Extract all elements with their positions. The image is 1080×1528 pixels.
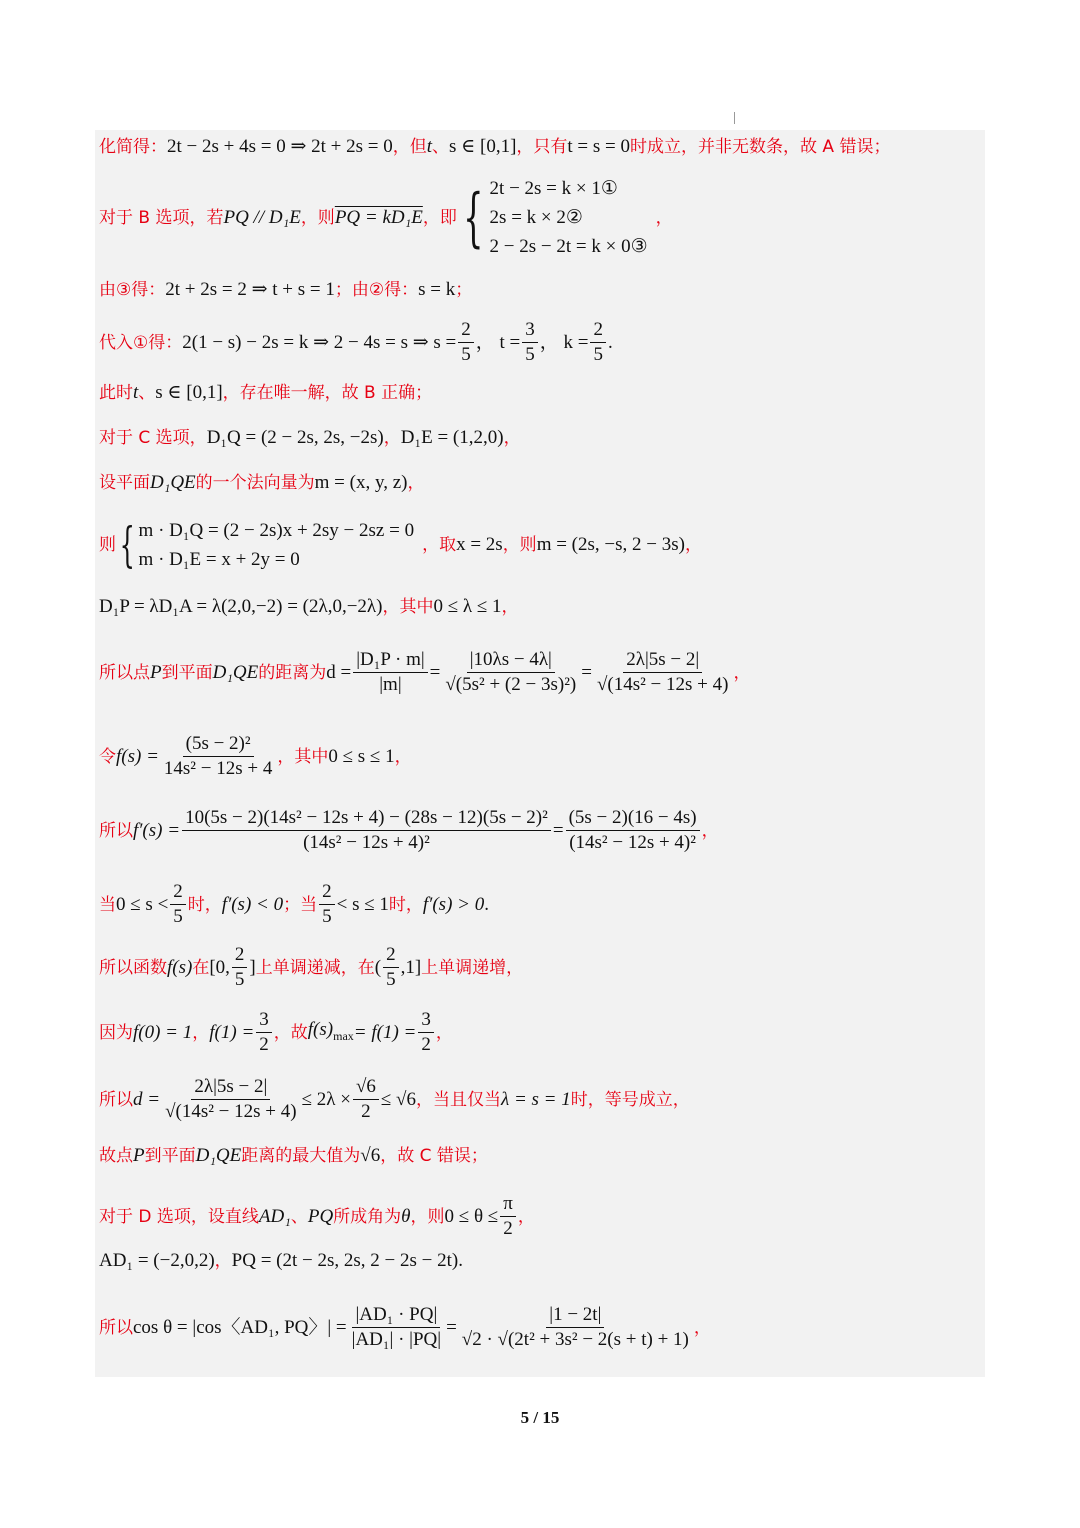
formula: f′(s) > 0: [422, 893, 485, 915]
formula: D₁QE: [212, 661, 259, 683]
equation: 2t − 2s = k × 1①: [489, 178, 618, 199]
fraction: $\frac{|1 - 2t|}{\text{√2 · √(2t² + 3s² − 2(s + t) + 1)}}$: [461, 1304, 689, 1350]
text: ，: [684, 535, 702, 555]
text: 距离的最大值为: [241, 1146, 361, 1166]
page-number: 5 / 15: [520, 1408, 560, 1427]
text: 当: [99, 894, 116, 915]
line-substitute: [99, 318, 613, 367]
formula: f(s): [167, 956, 193, 978]
text: ，取: [422, 535, 457, 555]
header-mark: [734, 112, 735, 124]
text: 所以: [99, 820, 133, 841]
text: 时成立，并非无数条，故 A 错误；: [630, 137, 891, 157]
formula: = f(1) =: [353, 1021, 417, 1043]
formula: s ∈ [0,1]: [449, 136, 517, 157]
text: 、: [432, 137, 450, 157]
text: ，: [394, 746, 412, 767]
text: 由③得：: [99, 280, 166, 300]
line-sign-analysis: [99, 880, 489, 929]
equation: m · D₁Q = (2 − 2s)x + 2sy − 2sz = 0: [138, 520, 415, 541]
line-normal-vector: [99, 470, 425, 496]
formula: t: [133, 382, 139, 403]
fraction: $\frac{3}{2}$: [418, 1008, 434, 1057]
fraction: $\frac{2}{5}$: [590, 318, 606, 367]
fraction: $\frac{3}{2}$: [256, 1008, 272, 1057]
text: 的一个法向量为: [195, 473, 315, 493]
fraction: $\frac{|10\lambda s - 4\lambda|}{\text{√(5s² + (2 − 3s)²)}}$: [445, 649, 577, 695]
text: 设平面: [99, 473, 150, 493]
text: ，: [383, 428, 401, 448]
formula: PQ = (2t − 2s, 2s, 2 − 2s − 2t): [231, 1250, 459, 1271]
formula: f(s): [307, 1018, 334, 1040]
text: ，: [435, 1022, 453, 1043]
fraction: $\frac{\pi}{2}$: [500, 1192, 516, 1241]
text: ，: [517, 1206, 535, 1227]
line-derivative: 所以 f′(s) = $\frac{\text{10(5s − 2)(14s² − 12s + 4) − (28s − 12)(5s − 2)²}}{\text{(14s² − 12s + 4)²}}$ = $\frac{(5s - 2)(16 - 4s)}{\text{(14s² − 12s + 4)²}}$ ，: [99, 807, 719, 853]
formula: PQ: [307, 1205, 334, 1227]
text: 代入①得：: [99, 332, 183, 353]
formula: f(s) =: [116, 745, 159, 767]
formula: ]: [249, 956, 256, 978]
formula: cos θ = |cos〈AD₁, PQ〉| =: [133, 1316, 347, 1338]
text: 对于 D 选项，设直线: [99, 1206, 259, 1227]
line-cosine: [99, 1303, 711, 1352]
text: 、: [138, 383, 156, 403]
text: ，: [655, 207, 673, 228]
formula: ≤ 2λ ×: [301, 1088, 351, 1110]
text: ；当: [283, 894, 318, 915]
formula: =: [446, 1316, 457, 1338]
fraction: $\frac{2}{5}$: [319, 880, 335, 929]
formula: f(1) =: [209, 1021, 255, 1043]
fraction: $\frac{3}{5}$: [522, 318, 538, 367]
formula: P: [150, 661, 162, 683]
formula: θ: [401, 1205, 411, 1227]
formula: d =: [133, 1088, 161, 1110]
line-vectors-d: [99, 1248, 463, 1274]
text: 时，: [388, 894, 423, 915]
text: 对于 C 选项，: [99, 428, 207, 448]
formula: D₁Q = (2 − 2s, 2s, −2s): [206, 427, 384, 448]
formula: f′(s) =: [133, 819, 181, 841]
text: 时，: [187, 894, 222, 915]
text: 令: [99, 746, 116, 767]
text: 在: [192, 957, 210, 978]
text: ，即: [422, 207, 457, 228]
text: 所以: [99, 1317, 133, 1338]
text: ，只有: [516, 137, 568, 157]
line-normal-system: [99, 516, 702, 574]
text: ，: [214, 1251, 232, 1271]
fraction: $\frac{2}{5}$: [383, 943, 399, 992]
formula: D₁P = λD₁A = λ(2,0,−2) = (2λ,0,−2λ): [99, 596, 383, 617]
text: 化简得：: [99, 137, 167, 157]
formula: 2t + 2s = 2 ⇒ t + s = 1: [165, 279, 335, 300]
formula: ,1]: [400, 956, 422, 978]
text: ，: [192, 1022, 210, 1043]
formula: .: [607, 331, 613, 353]
fraction: $\frac{√6}{2}$: [353, 1075, 379, 1124]
formula: [0,: [209, 956, 230, 978]
line-d1p: [99, 594, 519, 620]
text: 上单调递减，在: [255, 957, 375, 978]
formula: 2t − 2s + 4s = 0 ⇒ 2t + 2s = 0: [167, 136, 393, 157]
formula: 0 ≤ θ ≤: [444, 1205, 499, 1227]
text: 、: [290, 1206, 308, 1227]
formula: 2(1 − s) − 2s = k ⇒ 2 − 4s = s ⇒ s =: [182, 331, 457, 353]
text: 时，等号成立，: [570, 1089, 690, 1110]
fraction: $\frac{(5s - 2)(16 - 4s)}{\text{(14s² − 12s + 4)²}}$: [566, 806, 700, 855]
text: 因为: [99, 1022, 133, 1043]
left-brace: {: [119, 517, 135, 573]
text: ，其中: [277, 746, 329, 767]
formula: 0 ≤ s <: [116, 893, 169, 915]
formula: m = (2s, −s, 2 − 3s): [536, 534, 685, 555]
line-option-c: [99, 425, 521, 451]
formula: 0 ≤ λ ≤ 1: [433, 596, 502, 617]
formula: < s ≤ 1: [336, 893, 389, 915]
text: ；: [455, 280, 473, 300]
fraction: $\frac{\text{|AD₁ · PQ|}}{\text{|AD₁| · |PQ|}}$: [351, 1304, 442, 1350]
formula: λ = s = 1: [500, 1088, 571, 1110]
formula: D₁QE: [195, 1145, 242, 1166]
line-unique-solution: [99, 380, 432, 406]
text: ，: [503, 428, 521, 448]
formula: ≤ √6: [380, 1088, 416, 1110]
formula: t = s = 0: [567, 136, 631, 157]
equation: m · D₁E = x + 2y = 0: [138, 549, 300, 570]
formula: D₁QE: [150, 472, 196, 493]
formula: D₁E = (1,2,0): [400, 427, 504, 448]
formula: AD₁ = (−2,0,2): [99, 1250, 215, 1271]
formula: 0 ≤ s ≤ 1: [328, 745, 395, 767]
formula: (: [374, 956, 382, 978]
formula: PQ // D₁E: [223, 206, 301, 228]
text: 此时: [99, 383, 133, 403]
text: 所以: [99, 1089, 133, 1110]
text: ，但: [392, 137, 427, 157]
line-distance: 所以点 P 到平面 D₁QE 的距离为 d = $\frac{\text{|D₁P · m|}}{|m|}$ = $\frac{|10\lambda s - 4\lambda|}{\text{√(5s² + (2 − 3s)²)}}$ = $\frac{2\lambda|5s - 2|}{\text{√(14s² − 12s + 4)}}$ ，: [99, 649, 751, 695]
formula: s = k: [418, 279, 456, 300]
formula: d =: [326, 661, 352, 683]
formula: ， t =: [475, 331, 521, 353]
fraction: $\frac{2\lambda|5s - 2|}{\text{√(14s² − 12s + 4)}}$: [165, 1076, 297, 1122]
formula: f(0) = 1: [133, 1021, 193, 1043]
text: 到平面: [161, 662, 213, 683]
formula: m = (x, y, z): [314, 472, 408, 493]
equation: 2s = k × 2②: [489, 207, 583, 228]
equation-system: [139, 516, 415, 574]
text: 所以点: [99, 662, 150, 683]
text: ，: [693, 1317, 711, 1338]
fraction: $\frac{2}{5}$: [232, 943, 248, 992]
text: ；由②得：: [334, 280, 419, 300]
fraction: $\frac{\text{(5s − 2)²}}{\text{14s² − 12s + 4}}$: [163, 733, 273, 779]
text: ，其中: [382, 597, 434, 617]
formula: .: [458, 1250, 463, 1271]
text: ，: [501, 597, 519, 617]
line-monotonic: [99, 943, 523, 992]
left-brace: {: [463, 180, 484, 255]
text: 所成角为: [333, 1206, 402, 1227]
formula: PQ = kD₁E: [334, 206, 423, 228]
formula: t: [426, 136, 433, 157]
text: 上单调递增，: [421, 957, 524, 978]
text: ，则: [410, 1206, 445, 1227]
line-from-3: [99, 277, 472, 303]
line-option-d: [99, 1192, 535, 1241]
text: ，: [733, 662, 751, 683]
text: 的距离为: [258, 662, 327, 683]
formula: f′(s) < 0: [221, 893, 284, 915]
equation: 2 − 2s − 2t = k × 0③: [489, 236, 648, 257]
line-option-b: [99, 174, 673, 261]
formula: ， k =: [539, 331, 589, 353]
text: ，则: [300, 207, 335, 228]
text: 对于 B 选项，若: [99, 207, 224, 228]
text: 到平面: [144, 1146, 196, 1166]
line-simplify: [99, 134, 890, 160]
subscript: max: [333, 1028, 354, 1043]
formula: x = 2s: [456, 534, 503, 555]
fraction: $\frac{2}{5}$: [170, 880, 186, 929]
line-conclusion-c: [99, 1143, 488, 1169]
equation-system: [490, 174, 648, 261]
text: ，故: [273, 1022, 308, 1043]
text: ，: [701, 820, 719, 841]
fraction: $\frac{\text{10(5s − 2)(14s² − 12s + 4) − (28s − 12)(5s − 2)²}}{\text{(14s² − 12s + 4)²}}$: [182, 806, 551, 855]
formula: .: [484, 893, 489, 915]
line-max-value: [99, 1008, 453, 1057]
formula: √6: [360, 1145, 381, 1166]
line-define-f: [99, 732, 412, 781]
text: 所以函数: [99, 957, 167, 978]
formula: s ∈ [0,1]: [155, 382, 223, 403]
text: ，故 C 错误；: [380, 1146, 488, 1166]
formula: AD₁: [258, 1205, 291, 1227]
formula: P: [133, 1145, 145, 1166]
text: ，: [407, 473, 425, 493]
fraction: $\frac{2}{5}$: [458, 318, 474, 367]
text: ，则: [502, 535, 537, 555]
fraction: $\frac{\text{|D₁P · m|}}{|m|}$: [353, 648, 427, 697]
line-bound: [99, 1075, 690, 1124]
text: ，存在唯一解，故 B 正确；: [222, 383, 433, 403]
text: 则: [99, 535, 116, 555]
text: 故点: [99, 1146, 133, 1166]
text: ，当且仅当: [415, 1089, 501, 1110]
fraction: $\frac{2\lambda|5s - 2|}{\text{√(14s² − 12s + 4)}}$: [596, 649, 729, 695]
